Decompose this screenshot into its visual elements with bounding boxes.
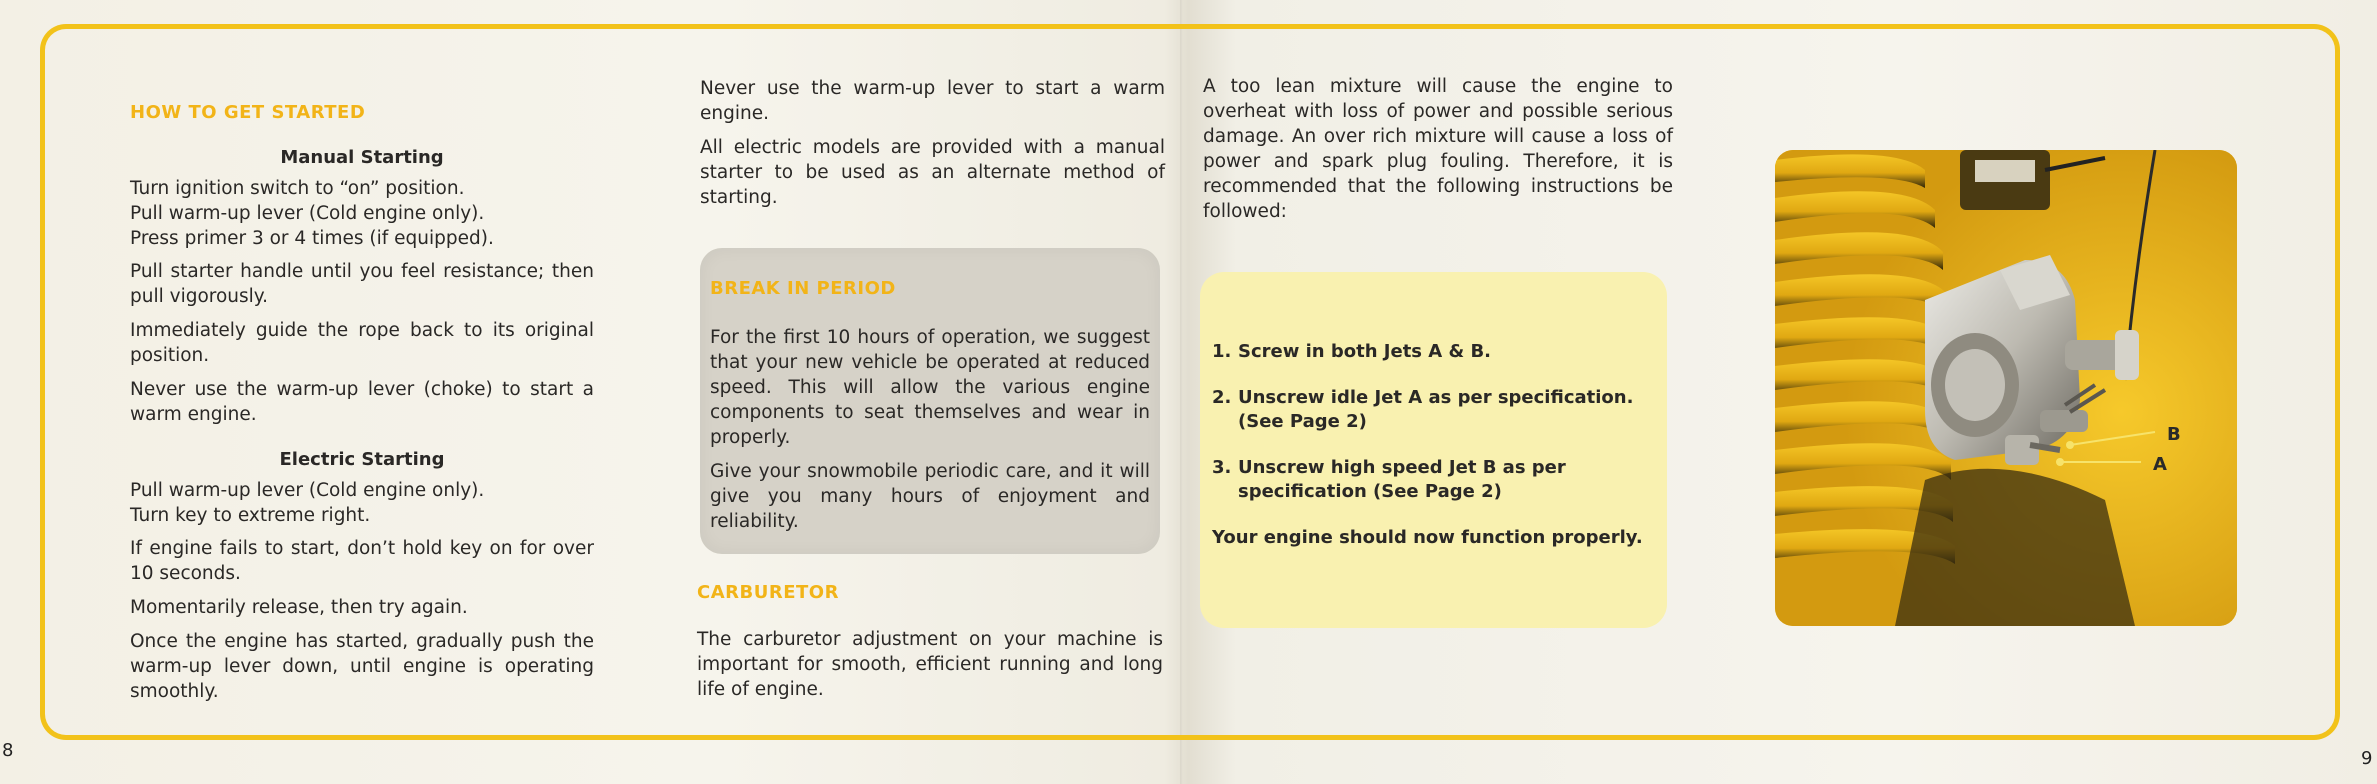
page-number-right: 9 (2361, 748, 2373, 769)
column-how-to-start (130, 100, 594, 713)
carburetor-paragraph: The carburetor adjustment on your machine is important for smooth, efficient running and long life of engine. (697, 629, 1163, 700)
page-number-left: 8 (2, 740, 14, 761)
step-text: Unscrew idle Jet A as per specification. (See Page 2) (1238, 387, 1634, 432)
step-number: 2. (1212, 387, 1232, 408)
manual-paragraph: Pull starter handle until you feel resistance; then pull vigorously. (130, 261, 594, 307)
jet-b-label: B (2167, 424, 2181, 445)
step-item (1212, 386, 1662, 434)
electric-paragraph: Momentarily release, then try again. (130, 597, 468, 618)
manual-line: Press primer 3 or 4 times (if equipped). (130, 228, 494, 249)
step-text: Unscrew high speed Jet B as per specification (See Page 2) (1238, 457, 1566, 502)
electric-models-paragraph: All electric models are provided with a manual starter to be used as an alternate method of starting. (700, 137, 1165, 208)
jet-a-label: A (2153, 454, 2167, 475)
manual-paragraph: Never use the warm-up lever (choke) to start a warm engine. (130, 379, 594, 425)
break-in-paragraph: Give your snowmobile periodic care, and it will give you many hours of enjoyment and reliability. (710, 461, 1150, 532)
carburetor-section (697, 580, 1163, 711)
break-in-heading: BREAK IN PERIOD (710, 278, 896, 299)
step-number: 1. (1212, 341, 1232, 362)
electric-starting-title: Electric Starting (279, 449, 445, 470)
step-item (1212, 456, 1662, 504)
steps-closing: Your engine should now function properly. (1212, 527, 1643, 548)
carburetor-photo (1775, 150, 2237, 626)
electric-line: Turn key to extreme right. (130, 505, 371, 526)
manual-line: Pull warm-up lever (Cold engine only). (130, 203, 485, 224)
electric-paragraph: If engine fails to start, don’t hold key on for over 10 seconds. (130, 538, 594, 584)
step-text: Screw in both Jets A & B. (1238, 341, 1492, 362)
manual-line: Turn ignition switch to “on” position. (130, 178, 465, 199)
electric-paragraph: Once the engine has started, gradually push the warm-up lever down, until engine is operating smoothly. (130, 631, 594, 702)
break-in-content (710, 276, 1150, 543)
carburetor-heading: CARBURETOR (697, 582, 839, 603)
manual-starting-title: Manual Starting (280, 147, 444, 168)
manual-paragraph: Immediately guide the rope back to its original position. (130, 320, 594, 366)
step-number: 3. (1212, 457, 1232, 478)
step-item (1212, 340, 1662, 364)
how-to-get-started-heading: HOW TO GET STARTED (130, 102, 366, 123)
electric-line: Pull warm-up lever (Cold engine only). (130, 480, 485, 501)
break-in-paragraph: For the first 10 hours of operation, we suggest that your new vehicle be operated at reduced speed. This will allow the various engine components to seat themselves and wear in properly. (710, 327, 1150, 448)
mixture-paragraph: A too lean mixture will cause the engine to overheat with loss of power and possible serious damage. An over rich mixture will cause a loss of power and spark plug fouling. Therefore, it is recommended that the following instructions be followed: (1203, 76, 1673, 222)
carburetor-illustration (1775, 150, 2237, 626)
carburetor-steps (1212, 340, 1662, 550)
column-warmup-notes (700, 76, 1165, 219)
mixture-intro (1203, 74, 1673, 233)
warmup-paragraph: Never use the warm-up lever to start a warm engine. (700, 78, 1165, 124)
